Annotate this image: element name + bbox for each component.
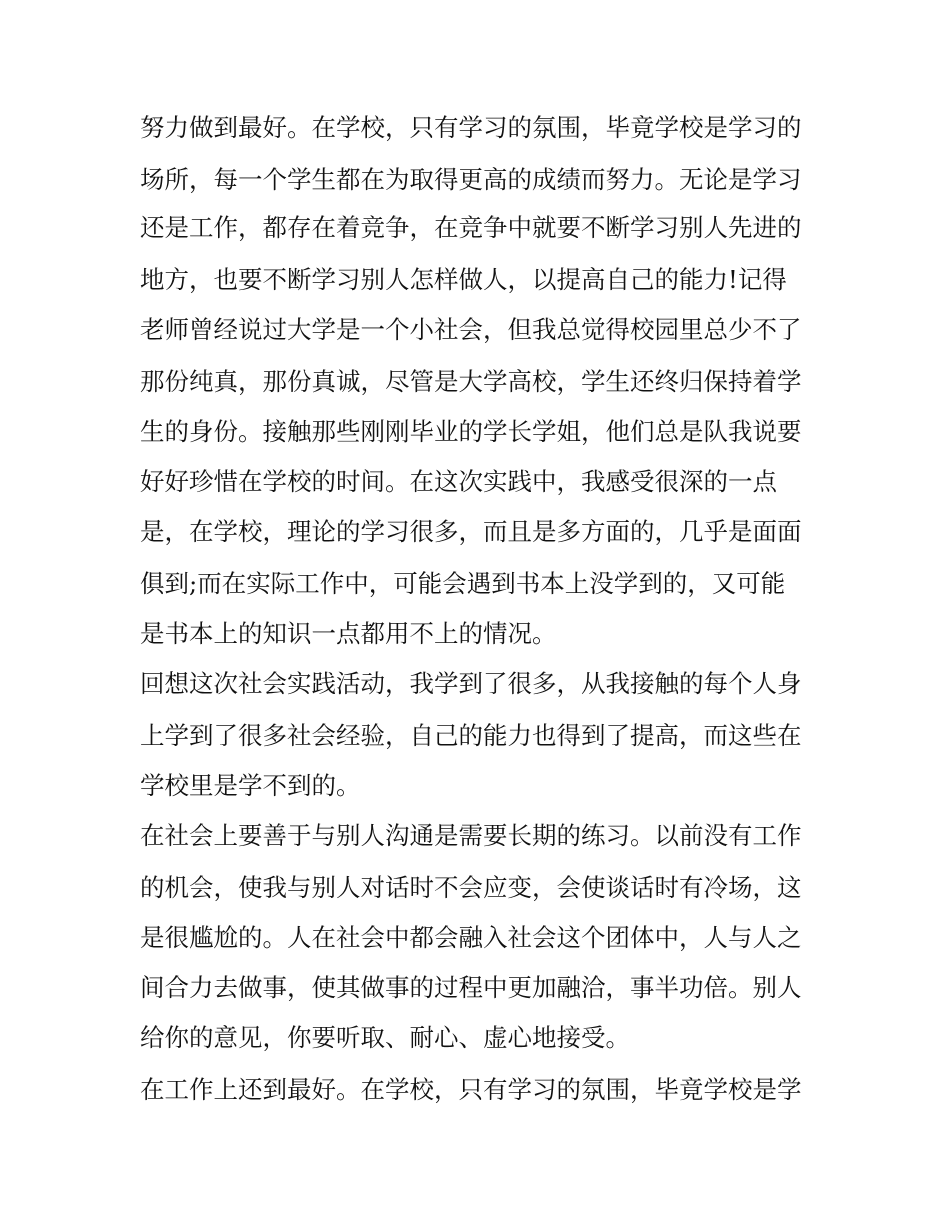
text-line-11: 是书本上的知识一点都用不上的情况。 [140, 619, 557, 648]
text-line-16: 的机会，使我与别人对话时不会应变，会使谈话时有冷场，这 [140, 873, 802, 902]
text-line-3: 还是工作，都存在着竞争，在竞争中就要不断学习别人先进的 [140, 213, 802, 242]
text-line-1: 努力做到最好。在学校，只有学习的氛围，毕竟学校是学习的 [140, 113, 802, 142]
text-line-6: 那份纯真，那份真诚，尽管是大学高校，学生还终归保持着学 [140, 367, 802, 396]
text-line-5: 老师曾经说过大学是一个小社会，但我总觉得校园里总少不了 [140, 315, 802, 344]
text-line-17: 是很尴尬的。人在社会中都会融入社会这个团体中，人与人之 [140, 923, 802, 952]
text-line-19: 给你的意见，你要听取、耐心、虚心地接受。 [140, 1023, 630, 1052]
text-line-18: 间合力去做事，使其做事的过程中更加融洽，事半功倍。别人 [140, 973, 802, 1002]
text-line-12: 回想这次社会实践活动，我学到了很多，从我接触的每个人身 [140, 669, 802, 698]
text-line-4: 地方，也要不断学习别人怎样做人，以提高自己的能力!记得 [140, 265, 787, 294]
text-line-2: 场所，每一个学生都在为取得更高的成绩而努力。无论是学习 [140, 165, 802, 194]
text-line-15: 在社会上要善于与别人沟通是需要长期的练习。以前没有工作 [140, 821, 802, 850]
text-line-20: 在工作上还到最好。在学校，只有学习的氛围，毕竟学校是学 [140, 1075, 802, 1104]
text-line-14: 学校里是学不到的。 [140, 771, 361, 800]
text-line-13: 上学到了很多社会经验，自己的能力也得到了提高，而这些在 [140, 721, 802, 750]
text-line-9: 是，在学校，理论的学习很多，而且是多方面的，几乎是面面 [140, 517, 802, 546]
text-line-8: 好好珍惜在学校的时间。在这次实践中，我感受很深的一点 [140, 467, 777, 496]
text-line-7: 生的身份。接触那些刚刚毕业的学长学姐，他们总是队我说要 [140, 417, 802, 446]
text-line-10: 俱到;而在实际工作中，可能会遇到书本上没学到的，又可能 [140, 569, 786, 598]
